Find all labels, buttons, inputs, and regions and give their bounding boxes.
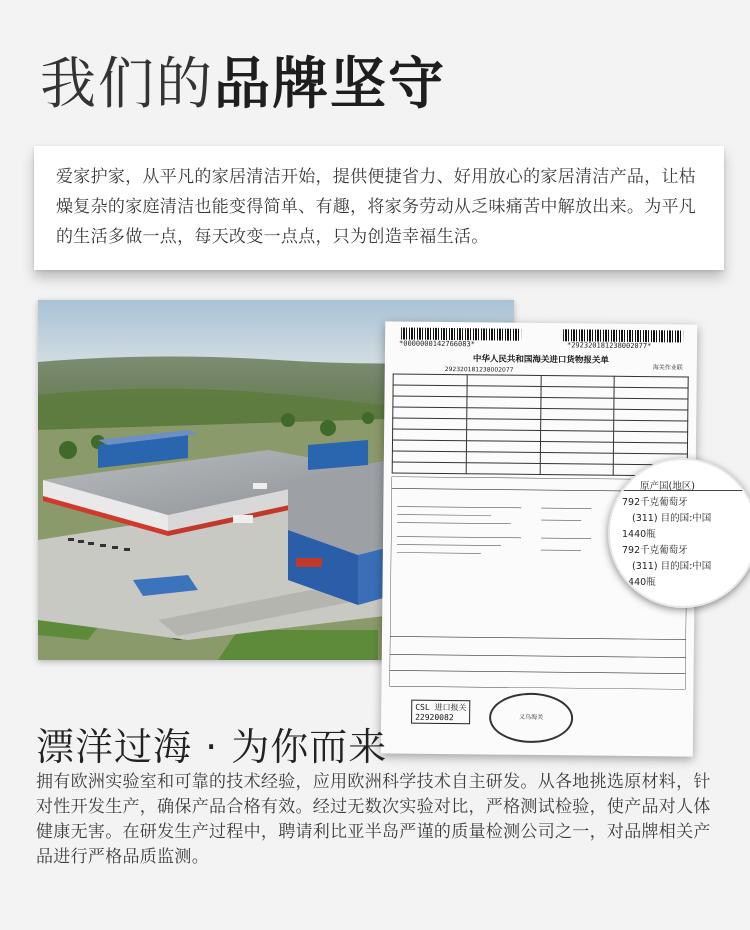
stamp-round: 义乌海关: [489, 692, 574, 743]
title-bold: 品牌坚守: [214, 52, 446, 117]
stamp-rect-top: CSL 进口报关: [415, 702, 467, 713]
document-corner-label: 海关作业联: [652, 364, 683, 372]
title-light: 我们的: [40, 52, 214, 117]
magnifier-line: (311) 目的国:中国: [632, 561, 712, 572]
page-title: [40, 40, 446, 120]
stamp-rect-bottom: 22920082: [415, 712, 454, 723]
magnifier-line: 1440瓶: [622, 577, 656, 588]
magnifier-line: 原产国(地区): [640, 481, 695, 492]
section-title: 漂洋过海 · 为你而来: [36, 725, 388, 769]
document-title: 中华人民共和国海关进口货物报关单: [472, 354, 609, 366]
magnifier-line: 792千克葡萄牙: [622, 497, 688, 508]
intro-card: [34, 146, 724, 270]
document-form-table: [392, 373, 689, 476]
barcode-left-text: *0000000142766083*: [398, 339, 475, 349]
intro-text: 爱家护家，从平凡的家居清洁开始，提供便捷省力、好用放心的家居清洁产品，让枯燥复杂的家庭清洁也能变得简单、有趣，将家务劳动从乏味痛苦中解放出来。为平凡的生活多做一点，每天改变一点点，只为创造幸福生活。: [56, 167, 697, 247]
section-body-text: 拥有欧洲实验室和可靠的技术经验，应用欧洲科学技术自主研发。从各地挑选原材料，针对性开发生产，确保产品合格有效。经过无数次实验对比，严格测试检验，使产品对人体健康无害。在研发生产过程中，聘请利比亚半岛严谨的质量检测公司之一，对品牌相关产品进行严格品质监测。: [36, 772, 711, 867]
stamp-rect: [411, 700, 471, 725]
magnifier-line: (311) 目的国:中国: [632, 513, 712, 524]
document-number: 292320181238002077: [444, 366, 514, 374]
magnifier-line: 1440瓶: [622, 529, 656, 540]
barcode-right-text: *292320181238002077*: [566, 341, 652, 351]
magnifier-line: 792千克葡萄牙: [622, 545, 688, 556]
magnifier-zoom: [608, 458, 750, 608]
